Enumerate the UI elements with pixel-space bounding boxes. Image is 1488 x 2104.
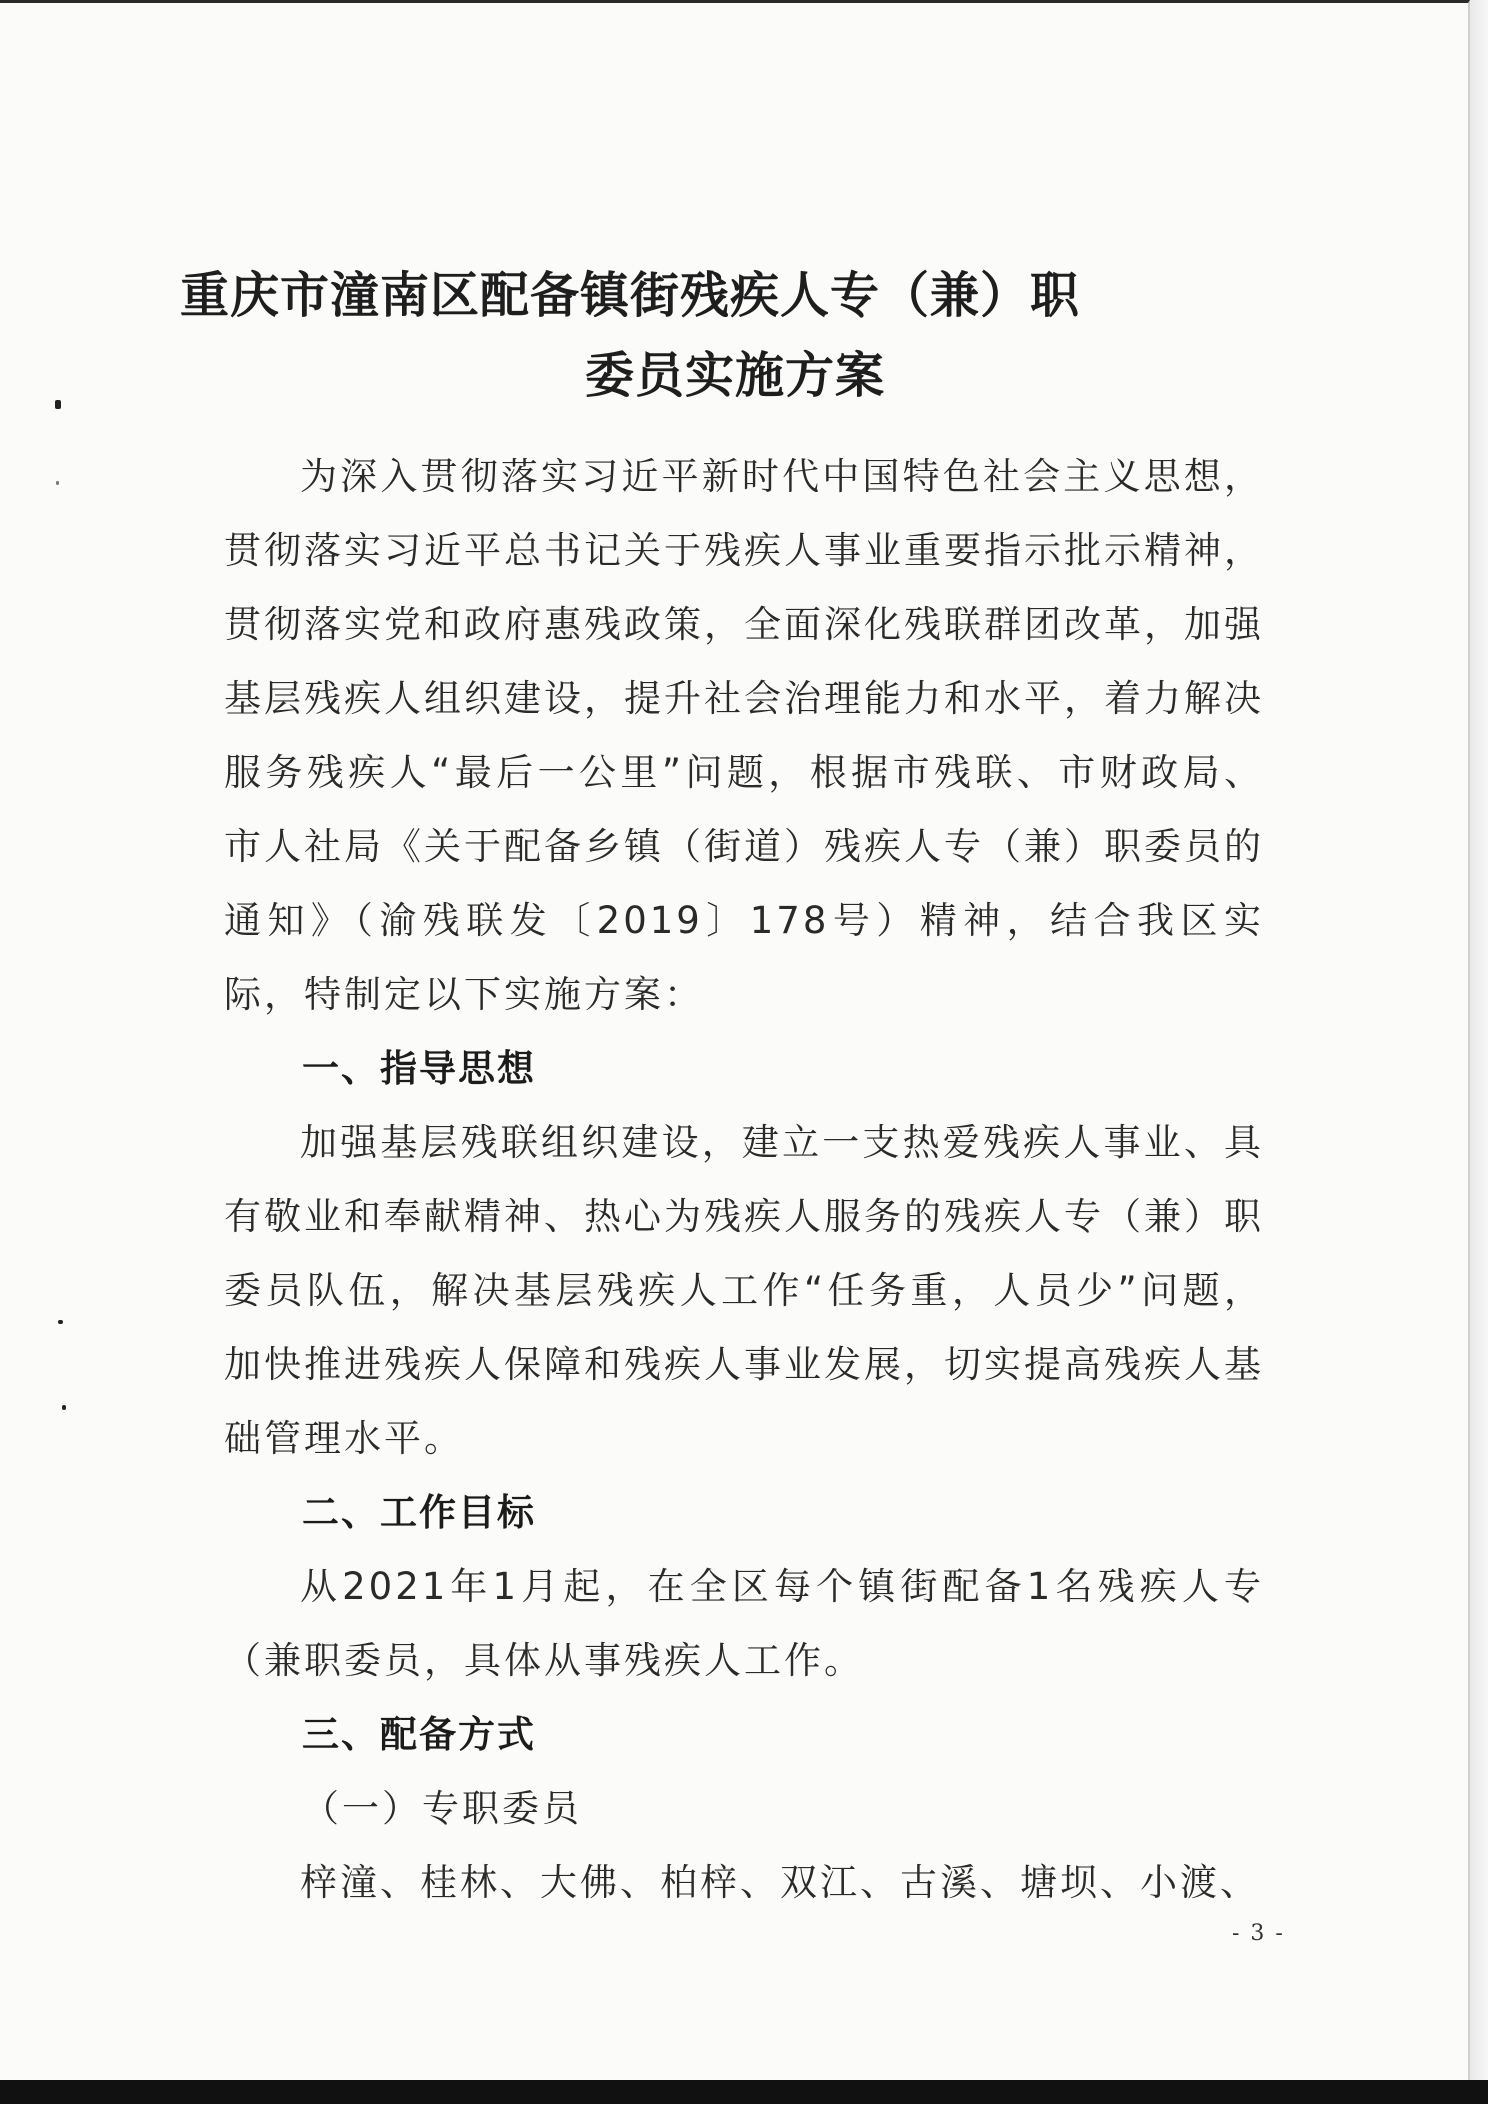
section-2-paragraph: 从2021年1月起，在全区每个镇街配备1名残疾人专（兼职委员，具体从事残疾人工作。 — [224, 1565, 1264, 1682]
scan-speck — [55, 400, 61, 409]
section-3-subheading-1: （一）专职委员 — [302, 1787, 582, 1830]
section-2-heading: 二、工作目标 — [302, 1491, 536, 1534]
page-number: - 3 - — [1232, 1921, 1285, 1946]
scan-speck — [58, 1320, 63, 1324]
title-line-1: 重庆市潼南区配备镇街残疾人专（兼）职 — [179, 266, 1080, 324]
intro-paragraph: 为深入贯彻落实习近平新时代中国特色社会主义思想，贯彻落实习近平总书记关于残疾人事业重要指示批示精神，贯彻落实党和政府惠残政策，全面深化残联群团改革，加强基层残疾人组织建设，提升社会治理能力和水平，着力解决服务残疾人“最后一公里”问题，根据市残联、市财政局、市人社局《关于配备乡镇（街道）残疾人专（兼）职委员的通知》（渝残联发〔2019〕178号）精神，结合我区实际，特制定以下实施方案： — [224, 455, 1264, 1016]
section-1-paragraph: 加强基层残联组织建设，建立一支热爱残疾人事业、具有敬业和奉献精神、热心为残疾人服务的残疾人专（兼）职委员队伍，解决基层残疾人工作“任务重，人员少”问题，加快推进残疾人保障和残疾人事业发展，切实提高残疾人基础管理水平。 — [224, 1121, 1264, 1460]
scan-speck — [56, 481, 59, 485]
document-body — [224, 440, 1264, 1920]
scan-right-margin — [1470, 0, 1488, 2104]
document-title — [0, 255, 1470, 415]
section-1-heading: 一、指导思想 — [302, 1047, 536, 1090]
scan-speck — [62, 1405, 66, 1410]
scan-bottom-border — [0, 2080, 1488, 2104]
title-line-2: 委员实施方案 — [584, 346, 885, 404]
section-3-sub1-paragraph: 梓潼、桂林、大佛、柏梓、双江、古溪、塘坝、小渡、 — [300, 1861, 1260, 1904]
section-3-heading: 三、配备方式 — [302, 1713, 536, 1756]
